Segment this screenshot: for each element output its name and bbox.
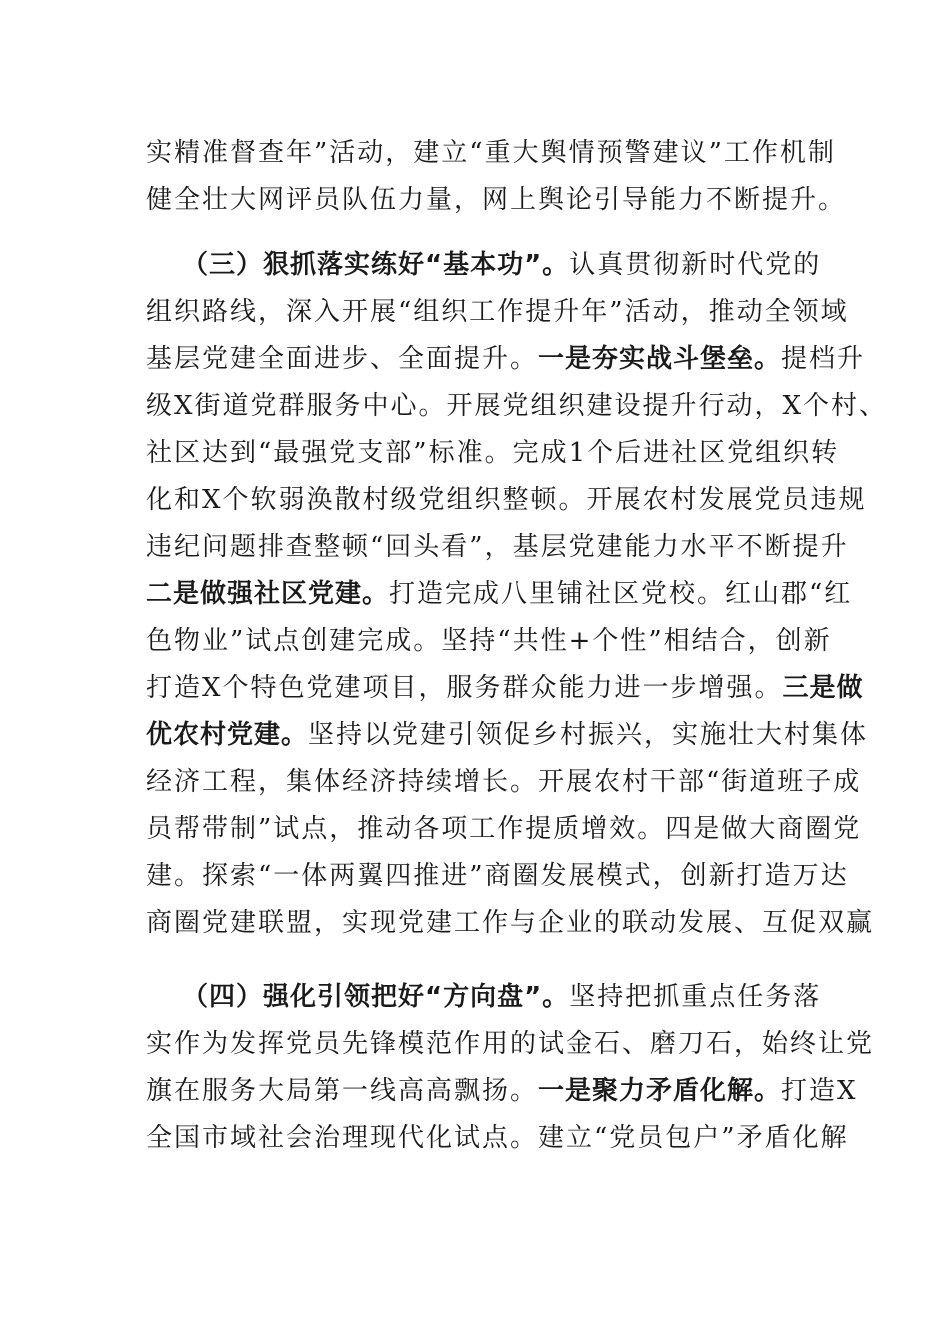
body-text: 经济工程，集体经济持续增长。开展农村干部“街道班子成 <box>146 767 862 797</box>
body-text: 坚持把抓重点任务落 <box>569 982 822 1012</box>
body-text: 实精准督查年”活动，建立“重大舆情预警建议”工作机制 <box>146 138 836 168</box>
body-text: 打造X <box>781 1076 858 1106</box>
body-text: 坚持以党建引领促乡村振兴，实施壮大村集体 <box>308 720 869 750</box>
body-text: 社区达到“最强党支部”标准。完成1个后进社区党组织转 <box>146 438 840 468</box>
text-line <box>146 1068 858 1114</box>
text-line <box>146 806 861 852</box>
bold-text: 一是夯实战斗堡垒。 <box>538 344 782 374</box>
bold-text: （三）狠抓落实练好“基本功”。 <box>182 250 570 280</box>
bold-text: （四）强化引领把好“方向盘”。 <box>182 982 570 1012</box>
text-line <box>146 759 861 805</box>
text-line <box>146 524 849 570</box>
body-text: 全国市域社会治理现代化试点。建立“党员包户”矛盾化解 <box>146 1123 849 1153</box>
text-line <box>146 1021 874 1067</box>
body-text: 组织路线，深入开展“组织工作提升年”活动，推动全领域 <box>146 297 849 327</box>
text-line <box>182 242 821 288</box>
body-text: 化和X个软弱涣散村级党组织整顿。开展农村发展党员违规 <box>146 485 867 515</box>
body-text: 违纪问题排查整顿“回头看”，基层党建能力水平不断提升 <box>146 532 849 562</box>
body-text: 打造完成八里铺社区党校。红山郡“红 <box>389 579 853 609</box>
text-line <box>146 289 849 335</box>
body-text: 基层党建全面进步、全面提升。 <box>146 344 539 374</box>
text-line <box>146 900 874 946</box>
body-text: 建。探索“一体两翼四推进”商圈发展模式，创新打造万达 <box>146 861 849 891</box>
body-text: 员帮带制”试点，推动各项工作提质增效。四是做大商圈党 <box>146 814 862 844</box>
text-line <box>146 618 832 664</box>
body-text: 旗在服务大局第一线高高飘扬。 <box>146 1076 539 1106</box>
text-line <box>146 712 868 758</box>
text-line <box>146 1115 849 1161</box>
bold-text: 一是聚力矛盾化解。 <box>538 1076 782 1106</box>
text-line <box>182 974 821 1020</box>
body-text: 实作为发挥党员先锋模范作用的试金石、磨刀石，始终让党 <box>146 1029 875 1059</box>
text-line <box>146 383 887 429</box>
body-text: 级X街道党群服务中心。开展党组织建设提升行动，X个村、 <box>146 391 888 421</box>
body-text: 商圈党建联盟，实现党建工作与企业的联动发展、互促双赢 <box>146 908 875 938</box>
body-text: 提档升 <box>781 344 866 374</box>
text-line <box>146 177 846 223</box>
text-line <box>146 665 864 711</box>
body-text: 认真贯彻新时代党的 <box>569 250 822 280</box>
bold-text: 三是做 <box>782 673 864 703</box>
body-text: 健全壮大网评员队伍力量，网上舆论引导能力不断提升。 <box>146 185 847 215</box>
body-text: 打造X个特色党建项目，服务群众能力进一步增强。 <box>146 673 783 703</box>
text-line <box>146 571 852 617</box>
text-line <box>146 853 849 899</box>
text-line <box>146 477 867 523</box>
bold-text: 优农村党建。 <box>146 720 309 750</box>
text-line <box>146 336 865 382</box>
text-line <box>146 130 836 176</box>
text-line <box>146 430 839 476</box>
body-text: 色物业”试点创建完成。坚持“共性+个性”相结合，创新 <box>146 626 832 656</box>
bold-text: 二是做强社区党建。 <box>146 579 390 609</box>
